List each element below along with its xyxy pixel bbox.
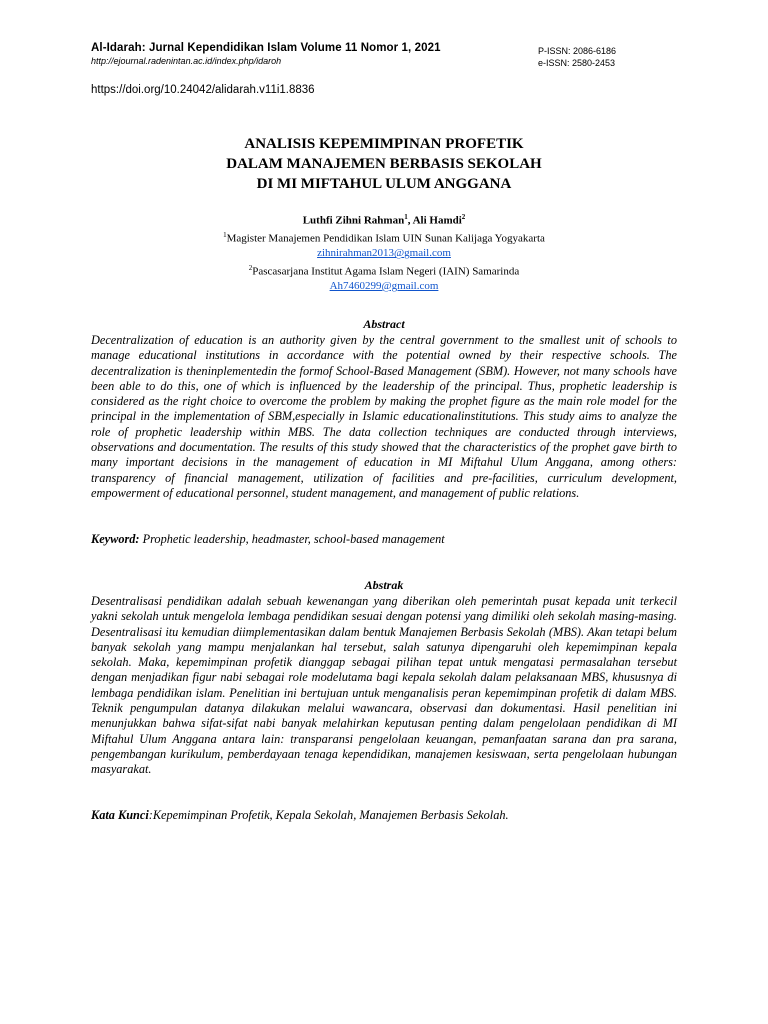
title-line-2: DALAM MANAJEMEN BERBASIS SEKOLAH xyxy=(226,156,542,172)
author-separator: , xyxy=(407,214,413,227)
issn-block xyxy=(538,45,616,69)
affiliation-2 xyxy=(91,261,677,279)
affiliation-1 xyxy=(91,228,677,246)
keyword-list: Prophetic leadership, headmaster, school-based management xyxy=(139,532,445,546)
abstract-text: Decentralization of education is an authority given by the central government to the smallest unit of schools to manage educational institutions in accordance with the potential owned by their respective schools. The decentralization is theninplementedin the formof School-Based Management (SBM). However, not many schools have been able to do this, one of which is influenced by the leadership of the principal. Thus, prophetic leadership is considered as the right choice to overcome the problem by making the prophet figure as the main role model for the principal in the implementation of SBM,especially in Islamic educationalinstitutions. This study aims to analyze the role of prophetic leadership within MBS. The data collection techniques are conducted through interviews, observations and documentation. The results of this study showed that the characteristics of the prophet gave birth to many important decisions in the management of education in MI Miftahul Ulum Anggana, among others: transparency of financial management, utilization of facilities and pre-facilities, curriculum development, empowerment of educational personnel, student management, and management of public relations. xyxy=(91,333,677,500)
kata-kunci-list: :Kepemimpinan Profetik, Kepala Sekolah, Manajemen Berbasis Sekolah. xyxy=(148,808,509,822)
affiliation-2-sup: 2 xyxy=(248,263,253,272)
author-block xyxy=(91,210,677,293)
e-issn: e-ISSN: 2580-2453 xyxy=(538,58,616,68)
journal-url[interactable]: http://ejournal.radenintan.ac.id/index.php/idaroh xyxy=(91,56,282,66)
p-issn: P-ISSN: 2086-6186 xyxy=(538,46,617,56)
affiliation-1-sup: 1 xyxy=(223,231,227,240)
abstrak-heading: Abstrak xyxy=(364,578,404,592)
doi-link[interactable]: https://doi.org/10.24042/alidarah.v11i1.8836 xyxy=(91,84,315,96)
keywords-id xyxy=(91,808,677,823)
paper-title xyxy=(91,134,677,194)
author-1: Luthfi Zihni Rahman xyxy=(302,214,405,227)
kata-kunci-label: Kata Kunci xyxy=(91,808,149,822)
keyword-label: Keyword: xyxy=(91,532,140,546)
affiliation-2-text: Pascasarjana Institut Agama Islam Negeri (IAIN) Samarinda xyxy=(252,265,520,278)
title-line-1: ANALISIS KEPEMIMPINAN PROFETIK xyxy=(244,136,524,152)
email-1-link[interactable]: zihnirahman2013@gmail.com xyxy=(317,247,451,260)
abstrak-text: Desentralisasi pendidikan adalah sebuah kewenangan yang diberikan oleh pemerintah pusat kepada unit terkecil yakni sekolah untuk mengelola lembaga pendidikan sesuai dengan potensi yang dimiliki oleh sekolah masing-masing. Desentralisasi itu kemudian diimplementasikan dalam bentuk Manajemen Berbasis Sekolah (MBS). Akan tetapi belum banyak sekolah yang mampu menjalankan hal tersebut, salah satunya dipengaruhi oleh kepemimpinan kepala sekolah. Maka, kepemimpinan profetik dianggap sebagai pilihan tepat untuk mengatasi permasalahan tersebut dengan menjadikan figur nabi sebagai role modelutama bagi kepala sekolah dalam pelaksanaan MBS, khususnya di lembaga pendidikan islam. Penelitian ini bertujuan untuk menganalisis peran kepemimpinan profetik di dalam MBS. Teknik pengumpulan datanya dilakukan melalui wawancara, observasi dan dokumentasi. Hasil penelitian ini menunjukkan bahwa sifat-sifat nabi banyak melahirkan keputusan penting dalam pengelolaan pendidikan di MI Miftahul Ulum Anggana antara lain: transparansi pengelolaan keuangan, pemanfaatan sarana dan pra sarana, pengembangan kurikulum, pemberdayaan tenaga kependidikan, manajemen kesiswaan, serta pengelolaan hubungan masyarakat. xyxy=(91,594,677,777)
journal-title: Al-Idarah: Jurnal Kependidikan Islam Volume 11 Nomor 1, 2021 xyxy=(91,42,441,54)
title-line-3: DI MI MIFTAHUL ULUM ANGGANA xyxy=(256,176,512,192)
email-2-link[interactable]: Ah7460299@gmail.com xyxy=(329,279,439,292)
affiliation-1-text: Magister Manajemen Pendidikan Islam UIN Sunan Kalijaga Yogyakarta xyxy=(226,232,545,245)
abstract-heading: Abstract xyxy=(363,317,405,331)
journal-header xyxy=(91,42,441,66)
author-1-sup: 1 xyxy=(404,213,408,221)
author-2-sup: 2 xyxy=(461,213,466,221)
author-names xyxy=(91,210,677,228)
author-2: Ali Hamdi xyxy=(412,214,462,227)
keywords-en xyxy=(91,532,677,547)
